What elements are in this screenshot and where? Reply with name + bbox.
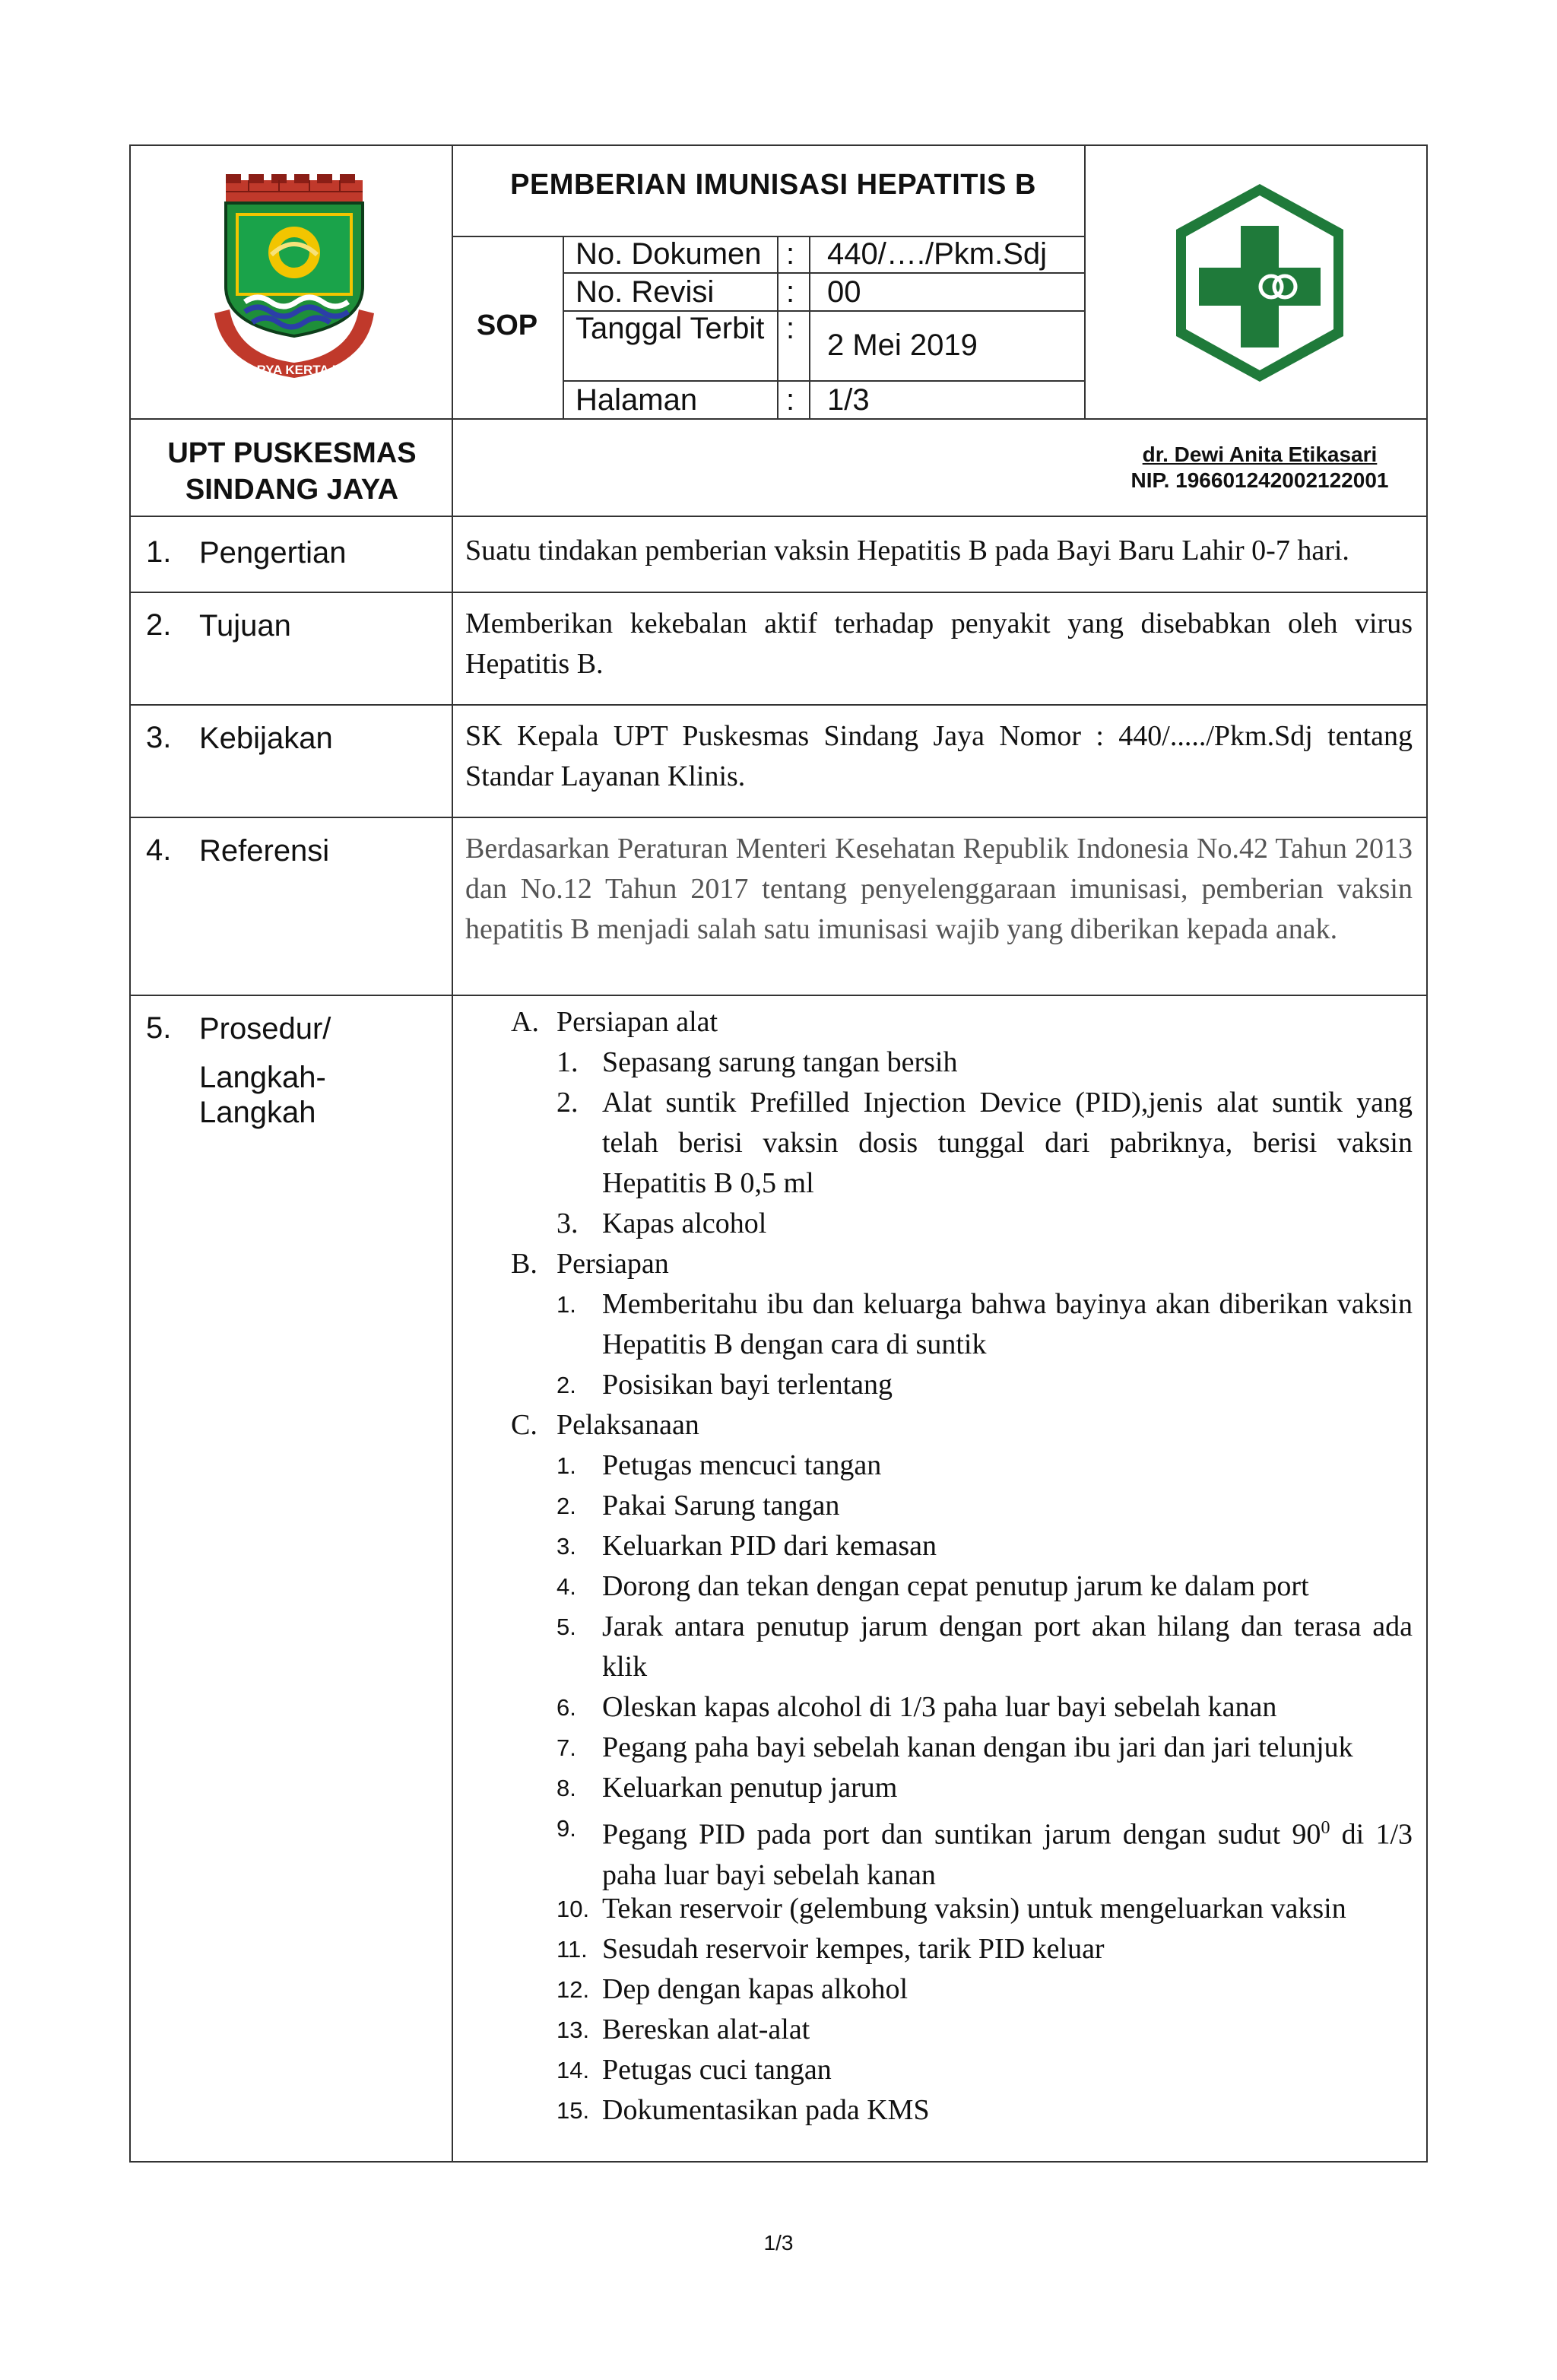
sop-content-table: 1. Pengertian Suatu tindakan pemberian vaksin Hepatitis B pada Bayi Baru Lahir 0-7 hari. 2. Tujuan Memberikan kekebalan aktif terhadap penyakit yang disebabkan oleh virus Hepatitis B. 3. Kebijakan SK Kepala UPT Puskesmas Sindang Jaya Nomor : 440/...../Pkm.Sdj tentang Standar Layanan Klinis. 4. Referensi Berdasarkan Peraturan Menteri Kesehatan Republik Indonesia No.42 Tahun 2013 dan No.12 Tahun 2017 tentang penyelenggaraan imunisasi, pemberian vaksin hepatitis B menjadi salah satu imunisasi wajib yang diberikan kepada anak. 5. Prosedur/ Langkah- Langkah A. Persiapan alat 1. Sepasang sarung tangan bersih 2. Alat suntik Prefilled Injection Device (PID),jenis alat suntik yang telah berisi vaksin dosis tunggal dari pabriknya, berisi vaksin Hepatitis B 0,5 ml 3. Kapas alcohol B. Persiapan 1. Memberitahu ibu dan keluarga bahwa bayinya akan diberikan vaksin Hepatitis B dengan cara di suntik 2. Posisikan bayi terlentang C. Pelaksanaan 1. Petugas mencuci tangan 2. Pakai Sarung tangan 3. Keluarkan PID dari kemasan 4. Dorong dan tekan dengan cepat penutup jarum ke dalam port 5. Jarak antara penutup jarum dengan port akan hilang dan terasa ada klik 6. Oleskan kapas alcohol di 1/3 paha luar bayi sebelah kanan 7. Pegang paha bayi sebelah kanan dengan ibu jari dan jari telunjuk 8. Keluarkan penutup jarum 9. Pegang PID pada port dan suntikan jarum dengan sudut $90^0$ di 1/3 paha luar bayi sebelah kanan 10. Tekan reservoir (gelembung vaksin) untuk mengeluarkan vaksin 11. Sesudah reservoir kempes, tarik PID keluar 12. Dep dengan kapas alkohol 13. Bereskan alat-alat 14. Petugas cuci tangan 15. Dokumentasikan pada KMS [129,516,1428,2163]
regional-emblem-icon [193,173,395,393]
section-label-tujuan: Tujuan [199,609,291,643]
signatory-nip: NIP. 196601242002122001 [1130,468,1389,492]
section-text-pengertian: Suatu tindakan pemberian vaksin Hepatitis B pada Bayi Baru Lahir 0-7 hari. [465,535,1349,566]
organization-name: UPT PUSKESMAS SINDANG JAYA [167,437,417,506]
document-title: PEMBERIAN IMUNISASI HEPATITIS B [510,169,1036,201]
procedure-group: C. Pelaksanaan [511,1409,699,1441]
section-text-tujuan: Memberikan kekebalan aktif terhadap penyakit yang disebabkan oleh virus Hepatitis B. [465,608,1413,680]
meta-separator: : [786,275,795,309]
svg-text:SATYA KARYA KERTA RAHARJA: SATYA KARYA KERTA RAHARJA [193,363,395,377]
meta-value-page: 1/3 [827,383,870,417]
procedure-group: A. Persiapan alat [511,1006,718,1038]
meta-value-issue-date: 2 Mei 2019 [827,328,978,362]
section-number: 3. [146,721,172,754]
section-number: 4. [146,833,172,867]
section-label-pengertian: Pengertian [199,536,347,570]
meta-label-doc-number: No. Dokumen [576,237,762,271]
section-number: 1. [146,535,172,569]
section-label-kebijakan: Kebijakan [199,722,333,755]
meta-separator: : [786,383,795,417]
meta-separator: : [786,237,795,271]
meta-label-page: Halaman [576,383,698,417]
document-header-table [129,144,1428,517]
meta-separator: : [786,312,795,345]
section-number: 5. [146,1011,172,1045]
signatory-name: dr. Dewi Anita Etikasari [1142,443,1378,466]
section-number: 2. [146,608,172,642]
meta-label-revision: No. Revisi [576,275,715,309]
section-label-referensi: Referensi [199,834,330,868]
sop-label: SOP [476,309,538,341]
page-number: 1/3 [763,2231,794,2255]
section-text-kebijakan: SK Kepala UPT Puskesmas Sindang Jaya Nomor : 440/...../Pkm.Sdj tentang Standar Layanan Klinis. [465,720,1413,792]
puskesmas-cross-icon [1165,173,1355,393]
procedure-group: B. Persiapan [511,1248,669,1280]
meta-value-doc-number: 440/…./Pkm.Sdj [827,237,1048,271]
meta-label-issue-date: Tanggal Terbit [576,312,765,345]
meta-value-revision: 00 [827,275,861,309]
section-text-referensi: Berdasarkan Peraturan Menteri Kesehatan Republik Indonesia No.42 Tahun 2013 dan No.12 Tahun 2017 tentang penyelenggaraan imunisasi, pemberian vaksin hepatitis B menjadi salah satu imunisasi wajib yang diberikan kepada anak. [465,833,1413,945]
section-label-prosedur: Prosedur/ Langkah- Langkah [199,1012,331,1129]
